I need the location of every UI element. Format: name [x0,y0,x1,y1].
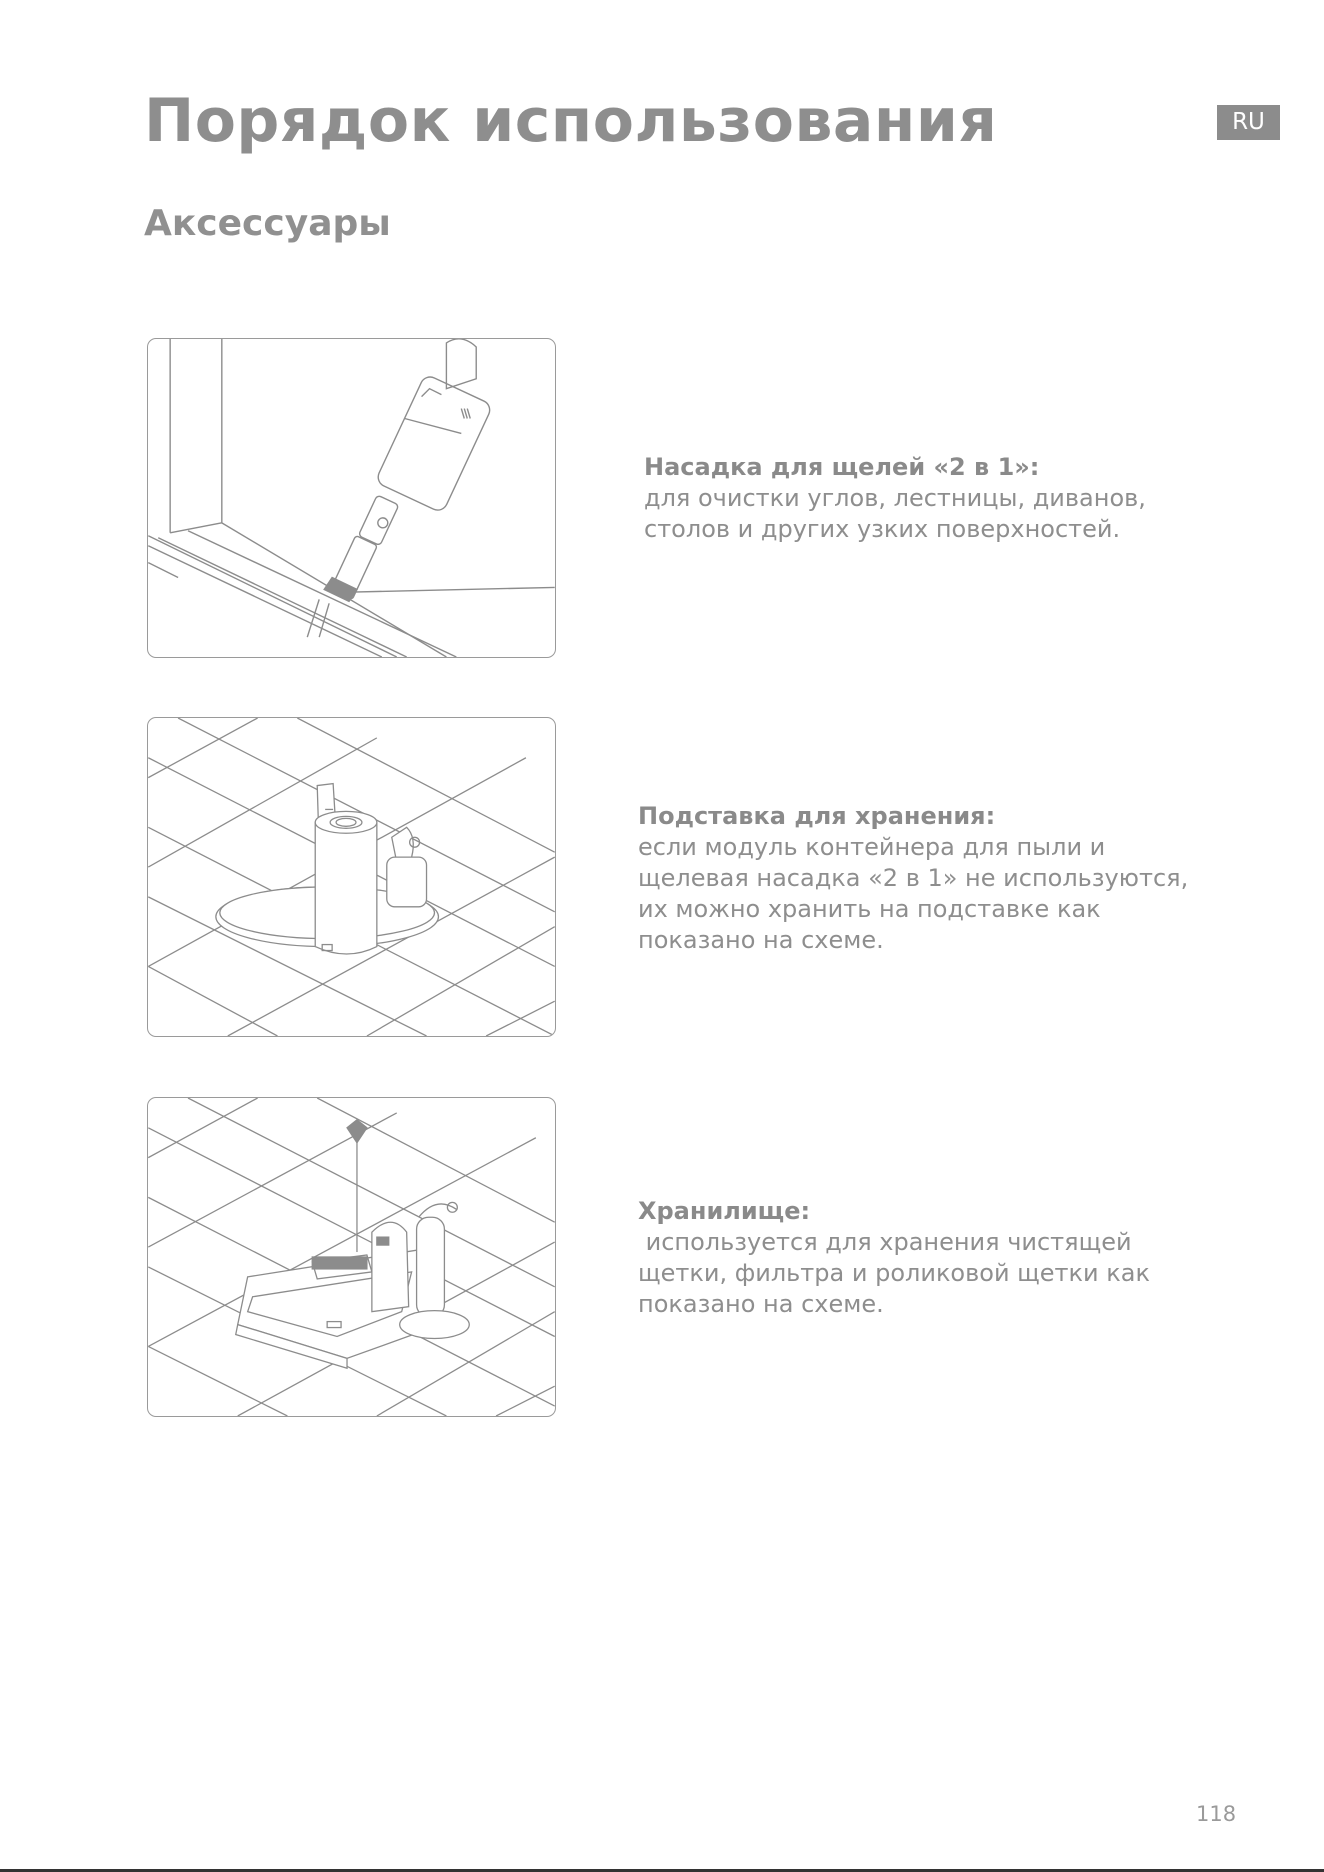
crevice-tool-drawing [148,339,555,657]
item-line: используется для хранения чистящей [638,1228,1132,1256]
item-line: столов и других узких поверхностей. [644,515,1121,543]
language-badge: RU [1217,105,1280,140]
item-line: щелевая насадка «2 в 1» не используются, [638,864,1189,892]
storage-tray-illustration [147,1097,556,1417]
item-heading: Подставка для хранения: [638,802,996,830]
item-line: показано на схеме. [638,926,884,954]
item-description-crevice-tool [644,452,1146,545]
storage-tray-drawing [148,1098,555,1416]
item-heading: Насадка для щелей «2 в 1»: [644,453,1040,481]
item-line: щетки, фильтра и роликовой щетки как [638,1259,1150,1287]
storage-stand-illustration [147,717,556,1037]
storage-stand-drawing [148,718,555,1036]
item-description-storage-stand [638,801,1188,956]
item-line: для очистки углов, лестницы, диванов, [644,484,1146,512]
page-title: Порядок использования [144,86,998,156]
page-number: 118 [1196,1802,1237,1826]
item-description-storage-tray [638,1196,1150,1320]
crevice-tool-illustration [147,338,556,658]
item-heading: Хранилище: [638,1197,811,1225]
section-title: Аксессуары [144,203,391,244]
item-line: если модуль контейнера для пыли и [638,833,1106,861]
item-line: их можно хранить на подставке как [638,895,1101,923]
item-line: показано на схеме. [638,1290,884,1318]
